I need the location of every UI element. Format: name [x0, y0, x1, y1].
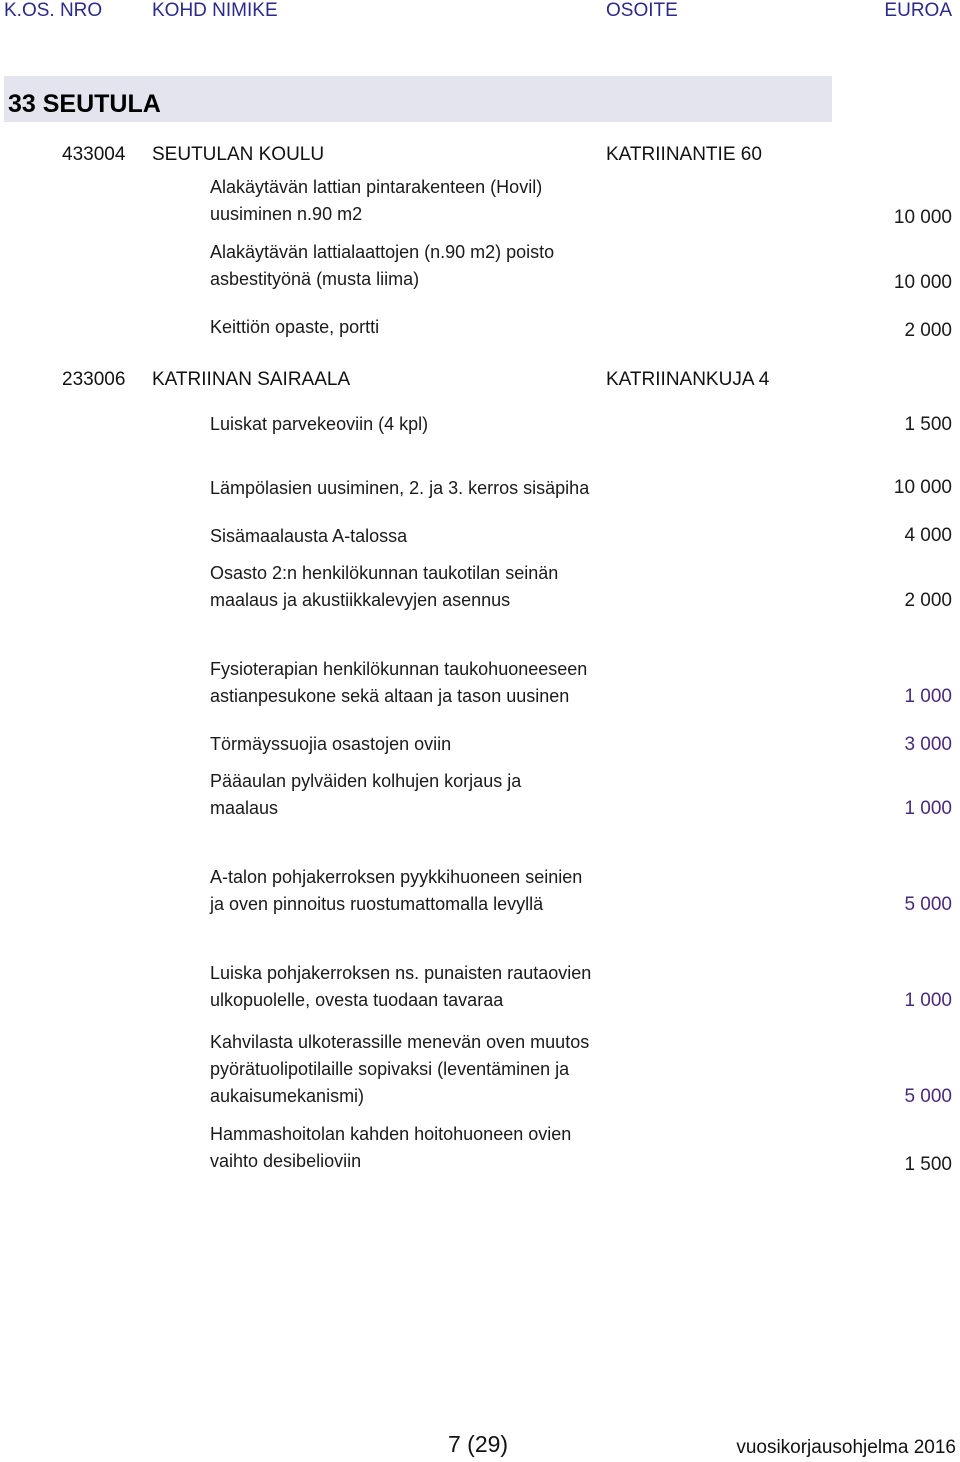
site-code: 233006: [62, 369, 126, 390]
item-line: aukaisumekanismi): [210, 1086, 365, 1106]
item-line: Törmäyssuojia osastojen oviin: [210, 734, 452, 754]
item-description: [210, 411, 428, 438]
item-line: A-talon pohjakerroksen pyykkihuoneen seinien: [210, 867, 583, 887]
item-amount: 10 000: [893, 477, 952, 498]
item-description: [210, 560, 558, 614]
item-line: ja oven pinnoitus ruostumattomalla levyllä: [210, 894, 544, 914]
item-amount: 5 000: [904, 894, 952, 915]
item-line: asbestityönä (musta liima): [210, 269, 420, 289]
item-amount: 10 000: [893, 272, 952, 293]
item-amount: 1 000: [904, 990, 952, 1011]
item-description: [210, 314, 379, 341]
item-description: [210, 475, 589, 502]
item-amount: 1 000: [904, 686, 952, 707]
item-line: Kahvilasta ulkoterassille menevän oven muutos: [210, 1032, 590, 1052]
item-amount: 1 500: [904, 414, 952, 435]
item-line: uusiminen n.90 m2: [210, 204, 363, 224]
item-line: ulkopuolelle, ovesta tuodaan tavaraa: [210, 990, 504, 1010]
item-amount: 10 000: [893, 207, 952, 228]
item-line: vaihto desibelioviin: [210, 1151, 362, 1171]
item-description: [210, 174, 542, 228]
header-pos-no: K.OS. NRO: [4, 0, 103, 21]
item-amount: 5 000: [904, 1086, 952, 1107]
item-line: Fysioterapian henkilökunnan taukohuoneeseen: [210, 659, 588, 679]
item-description: [210, 523, 407, 550]
item-description: [210, 239, 554, 293]
item-amount: 1 500: [904, 1154, 952, 1175]
site-address: KATRIINANKUJA 4: [606, 369, 770, 390]
item-line: Luiska pohjakerroksen ns. punaisten rautaovien: [210, 963, 592, 983]
site-name: SEUTULAN KOULU: [152, 144, 325, 165]
item-description: [210, 960, 591, 1014]
item-line: astianpesukone sekä altaan ja tason uusinen: [210, 686, 570, 706]
item-line: Hammashoitolan kahden hoitohuoneen ovien: [210, 1124, 572, 1144]
item-line: Sisämaalausta A-talossa: [210, 526, 408, 546]
site-name: KATRIINAN SAIRAALA: [152, 369, 351, 390]
item-description: [210, 656, 587, 710]
item-amount: 3 000: [904, 734, 952, 755]
header-address: OSOITE: [606, 0, 678, 21]
header-name: KOHD NIMIKE: [152, 0, 278, 21]
item-description: [210, 1121, 571, 1175]
item-line: Pääaulan pylväiden kolhujen korjaus ja: [210, 771, 522, 791]
document-title: vuosikorjausohjelma 2016: [736, 1437, 956, 1458]
item-line: Alakäytävän lattialaattojen (n.90 m2) poisto: [210, 242, 555, 262]
header-euro: EUROA: [884, 0, 952, 21]
item-line: Lämpölasien uusiminen, 2. ja 3. kerros sisäpiha: [210, 478, 590, 498]
item-line: maalaus: [210, 798, 279, 818]
site-address: KATRIINANTIE 60: [606, 144, 762, 165]
item-amount: 4 000: [904, 525, 952, 546]
page-number: 7 (29): [448, 1431, 509, 1457]
item-line: Luiskat parvekeoviin (4 kpl): [210, 414, 429, 434]
item-line: pyörätuolipotilaille sopivaksi (leventäminen ja: [210, 1059, 570, 1079]
item-line: maalaus ja akustiikkalevyjen asennus: [210, 590, 511, 610]
item-description: [210, 768, 521, 822]
site-code: 433004: [62, 144, 126, 165]
section-title: 33 SEUTULA: [8, 90, 161, 118]
item-description: [210, 864, 582, 918]
item-line: Keittiön opaste, portti: [210, 317, 380, 337]
item-line: Alakäytävän lattian pintarakenteen (Hovil): [210, 177, 543, 197]
item-amount: 2 000: [904, 590, 952, 611]
item-description: [210, 1029, 589, 1110]
item-amount: 2 000: [904, 320, 952, 341]
item-description: [210, 731, 451, 758]
item-amount: 1 000: [904, 798, 952, 819]
item-line: Osasto 2:n henkilökunnan taukotilan seinän: [210, 563, 559, 583]
